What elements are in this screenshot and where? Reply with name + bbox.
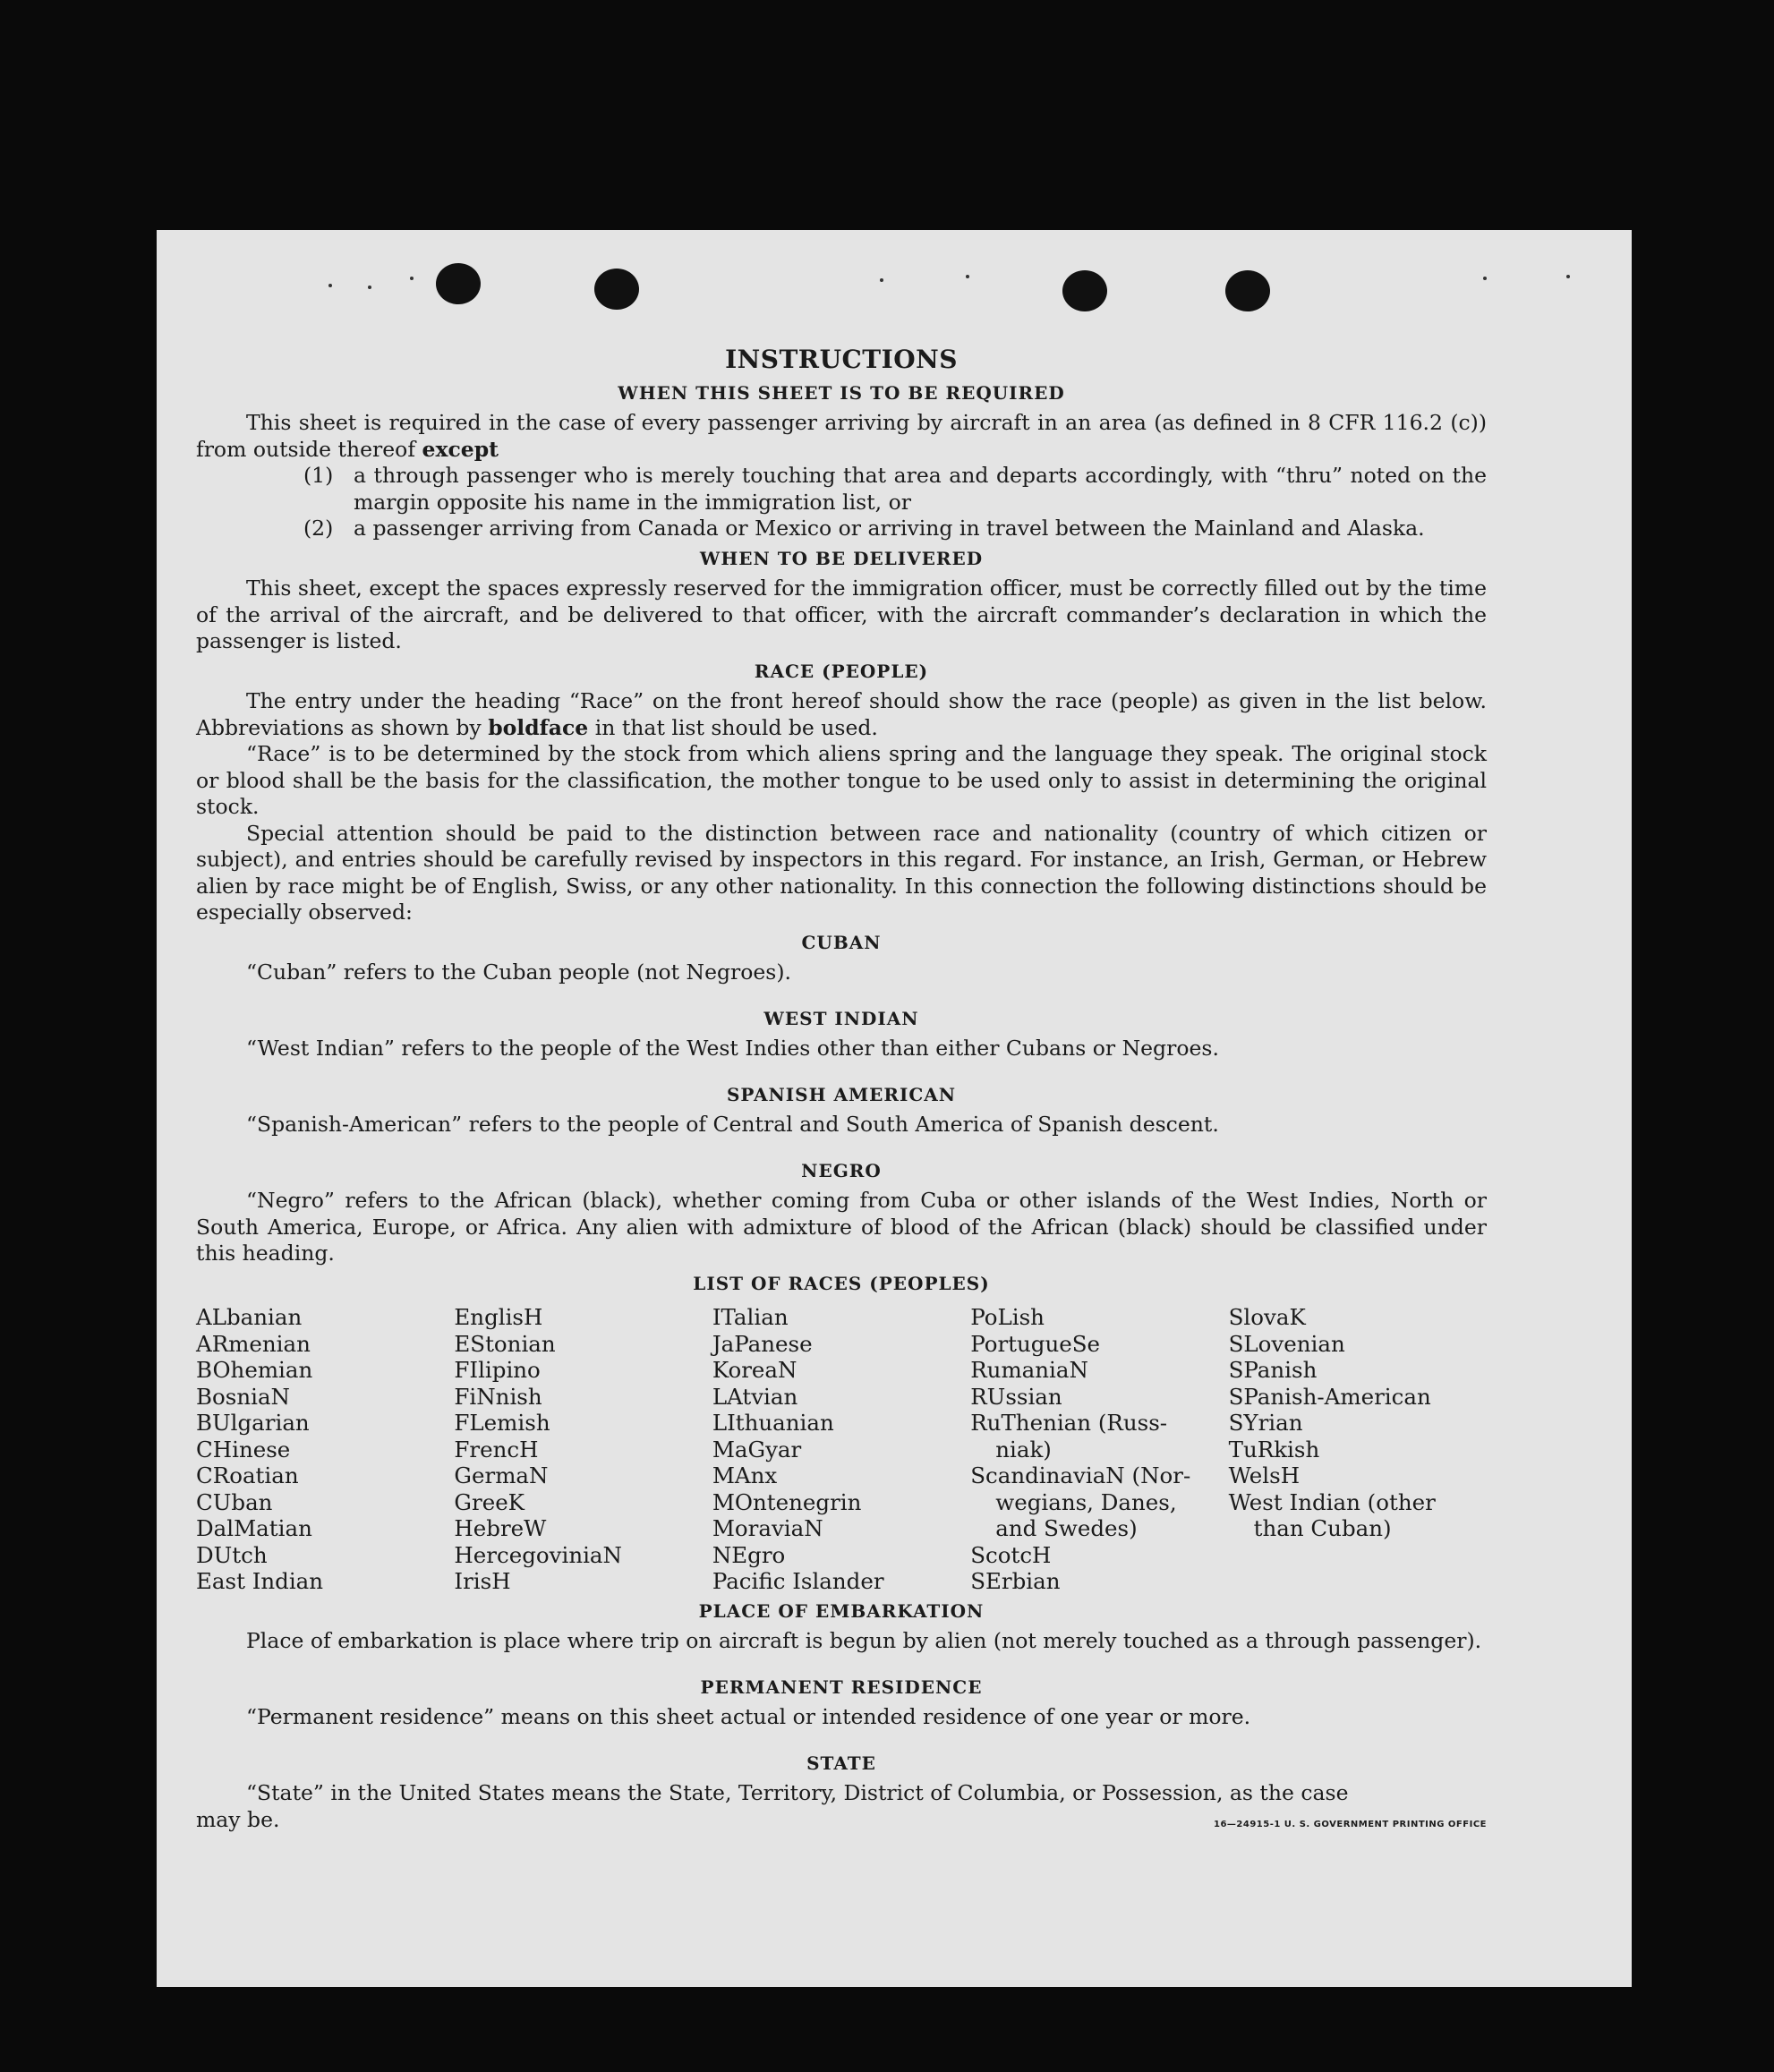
race-entry: EStonian [454,1330,556,1357]
race-entry: ARmenian [196,1330,311,1357]
heading-list-of-races: LIST OF RACES (PEOPLES) [693,1272,990,1294]
race-entry: West Indian (other [1228,1488,1436,1515]
except-word: except [422,436,499,462]
race-entry: FIlipino [454,1357,541,1383]
punch-hole [1062,270,1107,311]
item-number: (1) [303,463,334,488]
race-paragraph-3: Special attention should be paid to the distinction between race and nationality (country of which citizen or subject), and entries should be carefully revised by inspectors in this regard. For instance, an Irish, German, or Hebrew alien by race might be of English, Swiss, or any other nationality. In this connection the following distinctions should be especially observed: [196,820,1487,925]
item-number: (2) [303,516,334,541]
races-column-3 [712,1304,970,1595]
race-paragraph-2: “Race” is to be determined by the stock from which aliens spring and the language they speak. The original stock or blood shall be the basis for the classification, the mother tongue to be used only to assist in determining the original stock. [196,741,1487,819]
race-entry: PoLish [970,1304,1045,1330]
race-entry: ScandinaviaN (Nor- [970,1462,1191,1488]
race-entry: CRoatian [196,1462,299,1488]
required-intro [196,410,1487,463]
race-entry: BUlgarian [196,1410,310,1436]
speck [410,277,414,280]
race-entry: CHinese [196,1436,291,1462]
race-entry: East Indian [196,1568,324,1594]
printing-office-code: 16—24915-1 U. S. GOVERNMENT PRINTING OFFICE [1214,1819,1487,1829]
race-entry: LIthuanian [712,1410,834,1436]
page-title: INSTRUCTIONS [725,345,958,374]
race-entry: SYrian [1228,1410,1303,1436]
race-entry: BOhemian [196,1357,313,1383]
speck [1483,277,1487,280]
race-entry: NEgro [712,1541,786,1568]
exception-item-2 [303,516,1487,542]
race-entry: SlovaK [1228,1304,1306,1330]
race-entry: GreeK [454,1488,525,1515]
race-entry: EnglisH [454,1304,543,1330]
heading-cuban: CUBAN [801,931,882,953]
races-column-5 [1229,1304,1487,1595]
race-entry: IrisH [454,1568,511,1594]
race-entry: KoreaN [712,1357,797,1383]
race-p1-b: in that list should be used. [594,714,878,740]
race-entry: RumaniaN [970,1357,1088,1383]
race-entry: PortugueSe [970,1330,1101,1357]
exception-item-1 [303,463,1487,516]
race-entry: MOntenegrin [712,1488,862,1515]
heading-west-indian: WEST INDIAN [763,1007,919,1029]
race-entry-continued: wegians, Danes, [995,1488,1177,1515]
race-entry-continued: than Cuban) [1253,1515,1392,1541]
races-column-2 [454,1304,712,1595]
item-text: a passenger arriving from Canada or Mexico or arriving in travel between the Mainland and Alaska. [354,516,1425,541]
race-entry: Pacific Islander [712,1568,884,1594]
west-indian-text: “West Indian” refers to the people of the West Indies other than either Cubans or Negroes. [246,1036,1219,1061]
heading-permanent-residence: PERMANENT RESIDENCE [700,1676,983,1698]
race-entry: DalMatian [196,1515,312,1541]
speck [966,275,969,278]
heading-required: WHEN THIS SHEET IS TO BE REQUIRED [618,381,1065,404]
race-paragraph-1 [196,688,1487,741]
punch-hole [1225,270,1270,311]
race-entry: CUban [196,1488,273,1515]
race-entry: RUssian [970,1383,1062,1410]
residence-text: “Permanent residence” means on this sheet actual or intended residence of one year or more. [246,1704,1251,1729]
race-entry: MaGyar [712,1436,802,1462]
race-entry-continued: and Swedes) [995,1515,1138,1541]
punch-hole [594,269,639,310]
races-list [196,1304,1487,1595]
instructions-content [196,346,1487,1838]
speck [368,286,371,289]
race-entry: SPanish [1228,1357,1318,1383]
heading-embarkation: PLACE OF EMBARKATION [698,1599,985,1622]
race-entry: GermaN [454,1462,549,1488]
negro-text: “Negro” refers to the African (black), whether coming from Cuba or other islands of the West Indies, North or South America, Europe, or Africa. Any alien with admixture of blood of the African (black) should be classified under this heading. [196,1188,1487,1266]
race-entry: FrencH [454,1436,539,1462]
race-entry: SPanish-American [1228,1383,1431,1410]
delivered-text: This sheet, except the spaces expressly reserved for the immigration officer, must be correctly filled out by the time of the arrival of the aircraft, and be delivered to that officer, with the aircraft commander’s declaration in which the passenger is listed. [196,576,1487,653]
race-entry: MoraviaN [712,1515,823,1541]
boldface-word: boldface [488,714,589,740]
race-entry-continued: niak) [995,1436,1052,1462]
race-entry: LAtvian [712,1383,798,1410]
race-entry: WelsH [1228,1462,1301,1488]
race-entry: FiNnish [454,1383,542,1410]
race-p1-a: The entry under the heading “Race” on the front hereof should show the race (people) as given in the list below. Abbreviations as shown by [196,688,1487,740]
race-entry: SLovenian [1228,1330,1345,1357]
race-entry: SErbian [970,1568,1061,1594]
footer-row [196,1807,1487,1838]
race-entry: JaPanese [712,1330,813,1357]
cuban-text: “Cuban” refers to the Cuban people (not Negroes). [246,959,792,985]
speck [328,284,332,287]
races-column-1 [196,1304,454,1595]
race-entry: HercegoviniaN [454,1541,622,1568]
state-text-end: may be. [196,1806,280,1832]
race-entry: HebreW [454,1515,547,1541]
race-entry: RuThenian (Russ- [970,1410,1168,1436]
heading-state: STATE [806,1752,876,1774]
race-entry: TuRkish [1228,1436,1320,1462]
race-entry: MAnx [712,1462,778,1488]
race-entry: ALbanian [196,1304,303,1330]
speck [1566,275,1570,278]
race-entry: DUtch [196,1541,268,1568]
heading-delivered: WHEN TO BE DELIVERED [699,547,984,569]
race-entry: ScotcH [970,1541,1052,1568]
state-text: “State” in the United States means the State, Territory, District of Columbia, or Possession, as the case [246,1780,1349,1805]
item-text: a through passenger who is merely touching that area and departs accordingly, with “thru” noted on the margin opposite his name in the immigration list, or [354,463,1487,515]
heading-negro: NEGRO [801,1159,882,1181]
embarkation-text: Place of embarkation is place where trip on aircraft is begun by alien (not merely touched as a through passenger). [246,1628,1482,1653]
required-intro-text: This sheet is required in the case of every passenger arriving by aircraft in an area (as defined in 8 CFR 116.2 (c)) from outside thereof [196,410,1487,462]
heading-spanish-american: SPANISH AMERICAN [726,1083,957,1105]
heading-race: RACE (PEOPLE) [754,660,929,682]
race-entry: FLemish [454,1410,550,1436]
race-entry: ITalian [712,1304,789,1330]
punch-hole [436,263,481,304]
race-entry: BosniaN [196,1383,290,1410]
speck [880,278,883,282]
spanish-american-text: “Spanish-American” refers to the people of Central and South America of Spanish descent. [246,1112,1219,1137]
document-sheet [157,230,1632,1987]
races-column-4 [970,1304,1228,1595]
